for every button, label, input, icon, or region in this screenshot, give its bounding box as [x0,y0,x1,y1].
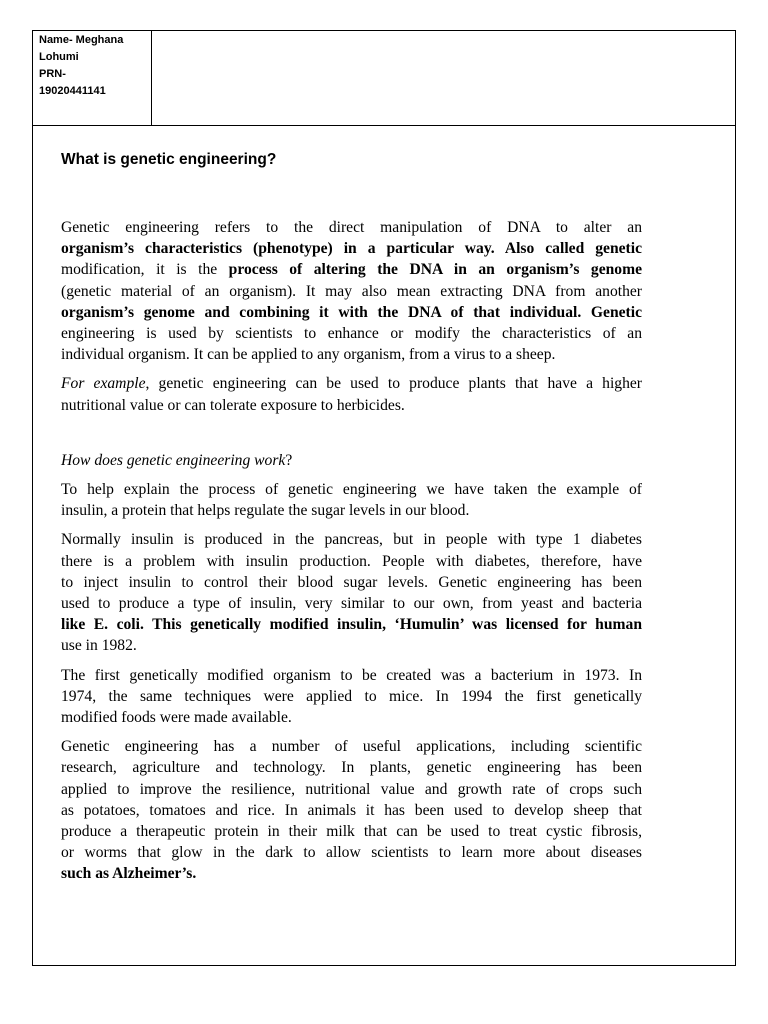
p1-line-6: engineering is used by scientists to enhance or modify the characteristics of an [61,325,642,343]
student-info-cell [33,31,152,125]
p2-line-1-text: , genetic engineering can be used to produce plants that have a higher [145,375,642,393]
prn-label: PRN- [39,68,66,80]
p4-line-2: there is a problem with insulin production. People with diabetes, therefore, have [61,552,642,570]
p2-example-label: For example [61,375,146,393]
p4-line-4: used to produce a type of insulin, very similar to our own, from yeast and bacteria [61,595,642,613]
p6-line-4: as potatoes, tomatoes and rice. In animals it has been used to develop sheep that [61,801,642,819]
p6-line-2: research, agriculture and technology. In plants, genetic engineering has been [61,759,642,777]
p6-line-7: such as Alzheimer’s. [61,865,197,883]
paragraph-example [61,373,642,415]
p1-line-2: organism’s characteristics (phenotype) in a particular way. Also called genetic [61,240,642,258]
subheading-line [61,450,642,471]
p6-line-1: Genetic engineering has a number of useful applications, including scientific [61,738,642,756]
spacer [61,424,642,450]
p1-line-5-tail: . Genetic [577,303,643,321]
p1-line-3-text: modification, it is the [61,261,229,279]
paragraph-history [61,665,642,729]
p2-line-1 [61,373,642,394]
p2-line-2: nutritional value or can tolerate exposure to herbicides. [61,396,405,414]
paragraph-definition [61,217,642,365]
p1-line-3-bold: process of altering the DNA in an organism’s genome [228,261,642,279]
p5-line-1: The first genetically modified organism to be created was a bacterium in 1973. In [61,666,642,684]
p1-line-4: (genetic material of an organism). It may also mean extracting DNA from another [61,282,642,300]
subheading-text: How does genetic engineering work [61,451,286,469]
p4-line-3: to inject insulin to control their blood sugar levels. Genetic engineering has been [61,573,642,591]
subheading [61,450,642,471]
p6-line-3: applied to improve the resilience, nutritional value and growth rate of crops such [61,780,642,798]
p5-line-3: modified foods were made available. [61,709,292,727]
paragraph-applications [61,736,642,884]
p1-line-1: Genetic engineering refers to the direct manipulation of DNA to alter an [61,219,642,236]
name-line-2: Lohumi [39,51,79,63]
p4-line-1: Normally insulin is produced in the pancreas, but in people with type 1 diabetes [61,531,642,549]
paragraph-insulin-intro [61,479,642,521]
document-body [61,217,642,893]
paragraph-insulin [61,529,642,656]
p1-line-5 [61,302,642,323]
p4-line-5: like E. coli. This genetically modified insulin, ‘Humulin’ was licensed for human [61,616,642,634]
p4-line-6: use in 1982. [61,637,137,655]
p1-line-3 [61,259,642,280]
prn-value: 19020441141 [39,85,106,97]
p1-line-5-bold: organism’s genome and combining it with the DNA of that individual [61,303,578,321]
header-table [33,31,735,126]
subheading-mark: ? [285,451,293,469]
p5-line-2: 1974, the same techniques were applied to mice. In 1994 the first genetically [61,687,642,705]
p1-line-7: individual organism. It can be applied to any organism, from a virus to a sheep. [61,346,556,364]
p6-line-6: or worms that glow in the dark to allow scientists to learn more about diseases [61,844,642,862]
p3-line-1: To help explain the process of genetic engineering we have taken the example of [61,481,642,499]
p3-line-2: insulin, a protein that helps regulate the sugar levels in our blood. [61,502,470,520]
name-line-1: Name- Meghana [39,34,124,46]
p6-line-5: produce a therapeutic protein in their milk that can be used to treat cystic fibrosis, [61,823,642,841]
page-title: What is genetic engineering? [61,151,277,168]
